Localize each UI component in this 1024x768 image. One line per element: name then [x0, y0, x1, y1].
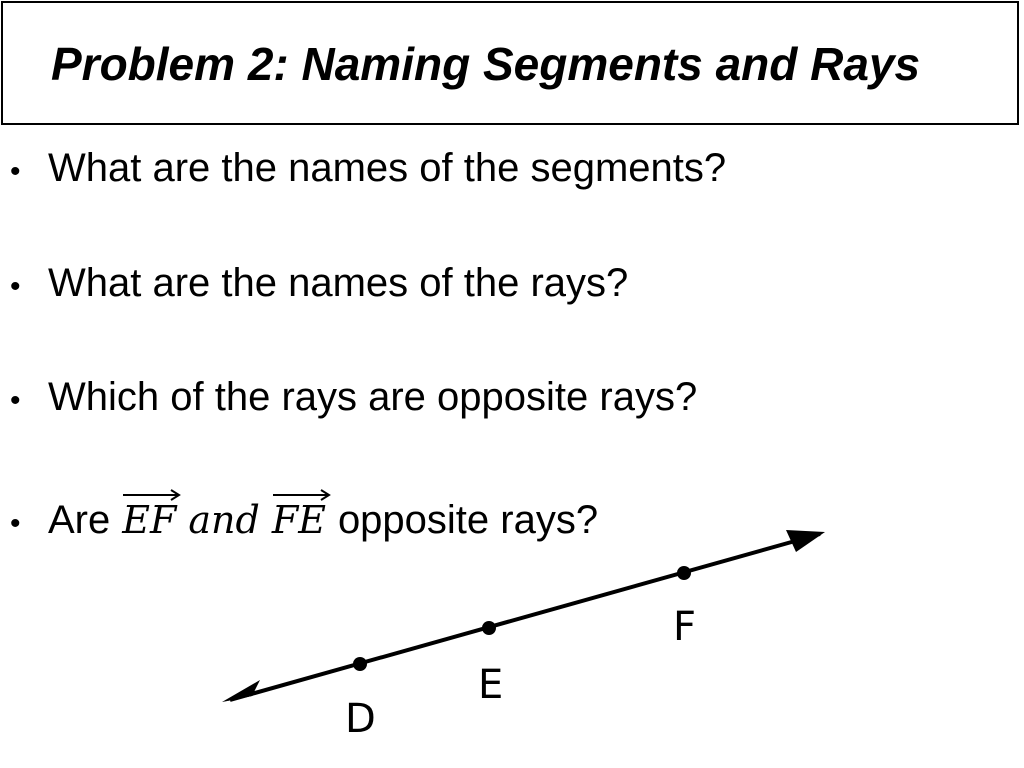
point-label-e: E	[478, 662, 504, 708]
point-label-d: D	[345, 696, 376, 742]
bullet-item	[10, 148, 726, 188]
point-f	[677, 566, 691, 580]
point-d	[353, 657, 367, 671]
ray-arrow-icon	[272, 487, 332, 501]
ray-ef-label: EF	[122, 498, 177, 542]
bullet-text: Which of the rays are opposite rays?	[48, 375, 698, 419]
ray-arrow-icon	[122, 487, 182, 501]
question-suffix: opposite rays?	[337, 498, 599, 542]
ray-fe-label: FE	[271, 498, 326, 542]
bullet-item	[10, 263, 628, 303]
slide-title: Problem 2: Naming Segments and Rays	[51, 38, 921, 90]
conjunction: and	[188, 498, 260, 542]
bullet-text: What are the names of the rays?	[48, 261, 629, 305]
line-df	[230, 534, 820, 700]
bullet-marker: •	[10, 384, 21, 417]
point-label-f: F	[673, 604, 697, 650]
bullet-marker: •	[10, 155, 21, 188]
bullet-marker: •	[10, 270, 21, 303]
question-prefix: Are	[48, 498, 111, 542]
right-arrowhead-icon	[786, 530, 825, 552]
bullet-item	[10, 377, 697, 417]
point-e	[482, 621, 496, 635]
bullet-text: What are the names of the segments?	[48, 146, 727, 190]
line-diagram	[200, 510, 840, 750]
ray-ef	[122, 498, 177, 542]
bullet-marker: •	[10, 507, 21, 540]
title-box	[1, 1, 1019, 125]
